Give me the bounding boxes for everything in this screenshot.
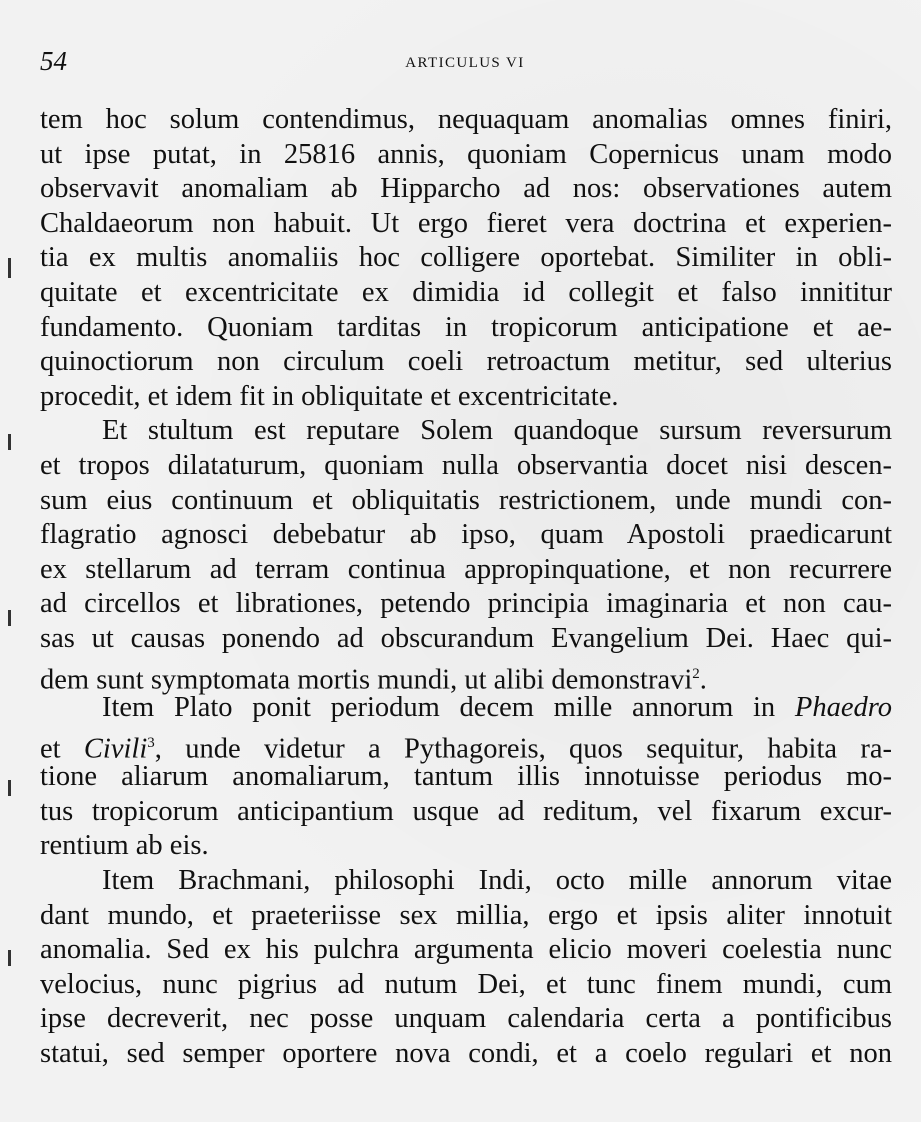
footnote-ref: 2 bbox=[692, 665, 700, 682]
text-line: Chaldaeorum non habuit. Ut ergo fieret vera doctrina et experien- bbox=[40, 207, 892, 239]
text-line: quinoctiorum non circulum coeli retroactum metitur, sed ulterius bbox=[40, 346, 892, 378]
margin-mark bbox=[8, 780, 11, 796]
text-line: tione aliarum anomaliarum, tantum illis innotuisse periodus mo- bbox=[40, 761, 892, 793]
text-line: Et stultum est reputare Solem quandoque sursum reversurum bbox=[102, 415, 892, 447]
italic-title: Civili bbox=[83, 733, 148, 765]
text-line: ex stellarum ad terram continua appropinquatione, et non recurrere bbox=[40, 553, 892, 585]
text-line: sum eius continuum et obliquitatis restrictionem, unde mundi con- bbox=[40, 484, 892, 516]
text-line: sas ut causas ponendo ad obscurandum Evangelium Dei. Haec qui- bbox=[40, 622, 892, 654]
margin-mark bbox=[8, 950, 11, 966]
text-line: tus tropicorum anticipantium usque ad reditum, vel fixarum excur- bbox=[40, 795, 892, 827]
text-line: tem hoc solum contendimus, nequaquam anomalias omnes finiri, bbox=[40, 104, 892, 135]
text-line: Item Plato ponit periodum decem mille annorum in Phaedro bbox=[102, 692, 892, 724]
text-line: dant mundo, et praeteriisse sex millia, ergo et ipsis aliter innotuit bbox=[40, 899, 892, 931]
footnote-ref: 3 bbox=[147, 734, 155, 751]
page-header bbox=[40, 44, 890, 84]
text-line: fundamento. Quoniam tarditas in tropicorum anticipatione et ae- bbox=[40, 311, 892, 343]
text-line: Item Brachmani, philosophi Indi, octo mille annorum vitae bbox=[102, 865, 892, 897]
text-line: et Civili$^3$, unde videtur a Pythagoreis, quos sequitur, habita ra- bbox=[40, 733, 892, 765]
text-line: ad circellos et librationes, petendo principia imaginaria et non cau- bbox=[40, 588, 892, 620]
text-line: quitate et excentricitate ex dimidia id collegit et falso innititur bbox=[40, 276, 892, 308]
margin-mark bbox=[8, 258, 11, 278]
text-line: velocius, nunc pigrius ad nutum Dei, et tunc finem mundi, cum bbox=[40, 968, 892, 1000]
body-text bbox=[40, 103, 892, 1072]
margin-mark bbox=[8, 434, 11, 450]
text-line: tia ex multis anomaliis hoc colligere oportebat. Similiter in obli- bbox=[40, 242, 892, 274]
text-line: ipse decreverit, nec posse unquam calendaria certa a pontificibus bbox=[40, 1003, 892, 1035]
text-line: anomalia. Sed ex his pulchra argumenta elicio moveri coelestia nunc bbox=[40, 934, 892, 966]
text-line: rentium ab eis. bbox=[40, 830, 209, 862]
text-line: dem sunt symptomata mortis mundi, ut alibi demonstravi$^2$. bbox=[40, 664, 707, 695]
margin-mark bbox=[8, 610, 11, 626]
text-line: ut ipse putat, in 25816 annis, quoniam Copernicus unam modo bbox=[40, 138, 892, 170]
page-number: 54 bbox=[40, 46, 67, 76]
text-line: procedit, et idem fit in obliquitate et excentricitate. bbox=[40, 380, 619, 412]
text-line: statui, sed semper oportere nova condi, et a coelo regulari et non bbox=[40, 1038, 892, 1070]
running-head: ARTICULUS VI bbox=[405, 55, 525, 71]
text-line: flagratio agnosci debebatur ab ipso, quam Apostoli praedicarunt bbox=[40, 519, 892, 551]
italic-title: Phaedro bbox=[794, 692, 892, 724]
text-line: et tropos dilataturum, quoniam nulla observantia docet nisi descen- bbox=[40, 449, 892, 481]
text-line: observavit anomaliam ab Hipparcho ad nos: observationes autem bbox=[40, 173, 892, 205]
